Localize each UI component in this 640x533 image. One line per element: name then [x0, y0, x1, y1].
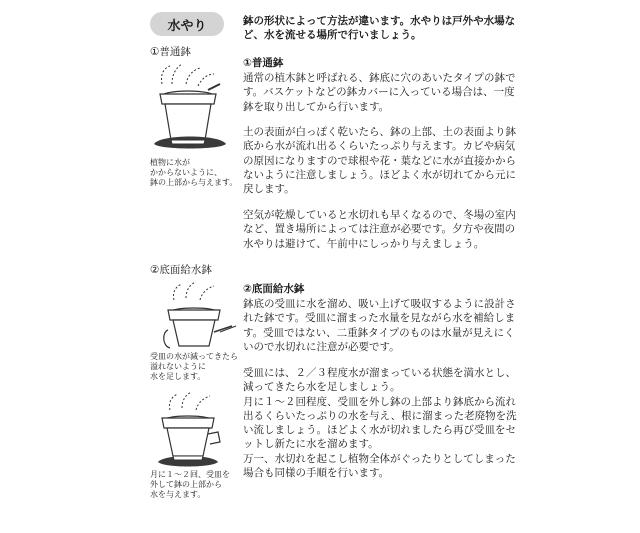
regular-pot-paragraph-2 — [243, 125, 516, 196]
caption-line: 鉢の上部から与えます。 — [150, 178, 238, 187]
caption-line: 植物に水が — [150, 158, 190, 167]
intro-paragraph — [243, 14, 516, 43]
text-line: 水やりは避けて、午前中にしっかり与えましょう。 — [243, 237, 485, 250]
caption-line: 受皿の水が減ってきたら — [150, 352, 238, 361]
text-line: の原因になりますので球根や花・葉などに水が直接かから — [243, 154, 516, 167]
bottom-water-pot-paragraph-1 — [243, 297, 516, 354]
text-line: 場合も同様の手順を行います。 — [243, 467, 390, 480]
text-line: 戻します。 — [243, 183, 295, 196]
heading-regular-pot: ①普通鉢 — [243, 57, 284, 69]
text-line: いので水切れに注意が必要です。 — [243, 340, 400, 353]
text-line: 受皿には、２／３程度水が溜まっている状態を満水とし、 — [243, 367, 516, 379]
text-line: 減ってきたら水を足しましょう。 — [243, 381, 401, 394]
bottom-water-pot-paragraph-2 — [243, 366, 517, 480]
text-line: 出るくらいたっぷりの水を与え、根に溜まった老廃物を洗 — [243, 409, 517, 422]
text-line: 空気が乾燥していると水切れも早くなるので、冬場の室内 — [243, 209, 516, 221]
section-tag: 水やり — [150, 12, 224, 36]
saucer-refill-illustration — [160, 280, 240, 352]
text-line: ど、水を流せる場所で行いましょう。 — [243, 29, 422, 42]
text-line: 月に１～２回程度、受皿を外し鉢の上部より鉢底から流れ — [243, 395, 516, 408]
text-line: れた鉢です。受皿に溜まった水量を見ながら水を補給しま — [243, 312, 516, 325]
text-line: 通常の植木鉢と呼ばれる、鉢底に穴のあいたタイプの鉢で — [243, 72, 516, 84]
section-label-bottom-water-pot: ②底面給水鉢 — [150, 264, 212, 276]
text-line: す。受皿ではない、二重鉢タイプのものは水量が見えにく — [243, 326, 515, 339]
text-line: 底から水が流れ出るくらいたっぷり与えます。カビや病気 — [243, 140, 516, 153]
text-line: 鉢底の受皿に水を溜め、吸い上げて吸収するように設計さ — [243, 298, 516, 310]
text-line: 鉢の形状によって方法が違います。水やりは戸外や水場な — [243, 15, 516, 27]
caption-line: 水を与えます。 — [150, 490, 206, 499]
caption-line: 月に１～２回、受皿を — [150, 470, 230, 479]
water-stream-icon — [169, 392, 210, 410]
text-line: 鉢を取り出してから行います。 — [243, 100, 390, 113]
text-line: など、置き場所によっては注意が必要です。夕方や夜間の — [243, 223, 516, 236]
top-watering-illustration — [150, 390, 230, 468]
text-line: ットし新たに水を溜めます。 — [243, 438, 379, 451]
caption-line: かからないように、 — [150, 168, 222, 177]
text-line: 土の表面が白っぽく乾いたら、鉢の上部、土の表面より鉢 — [243, 126, 516, 138]
water-stream-icon — [173, 282, 214, 300]
watering-pot-illustration — [150, 62, 230, 162]
water-stream-icon — [161, 64, 214, 86]
regular-pot-paragraph-1 — [243, 71, 516, 114]
caption-line: 外して鉢の上部から — [150, 480, 222, 489]
regular-pot-paragraph-3 — [243, 208, 516, 251]
text-line: 万一、水切れを起こし植物全体がぐったりとしてしまった — [243, 452, 516, 465]
caption-top-watering — [150, 470, 230, 500]
caption-saucer-refill — [150, 352, 238, 382]
heading-bottom-water-pot: ②底面給水鉢 — [243, 283, 305, 295]
caption-line: 溢れないように — [150, 362, 206, 371]
text-line: ないように注意しましょう。ほどよく水が切れてから元に — [243, 168, 516, 181]
text-line: い流しましょう。ほどよく水が切れましたら再び受皿をセ — [243, 424, 516, 437]
section-label-regular-pot: ①普通鉢 — [150, 46, 191, 58]
caption-regular-pot — [150, 158, 237, 188]
caption-line: 水を足します。 — [150, 372, 206, 381]
text-line: す。バスケットなどの鉢カバーに入っている場合は、一度 — [243, 86, 515, 99]
